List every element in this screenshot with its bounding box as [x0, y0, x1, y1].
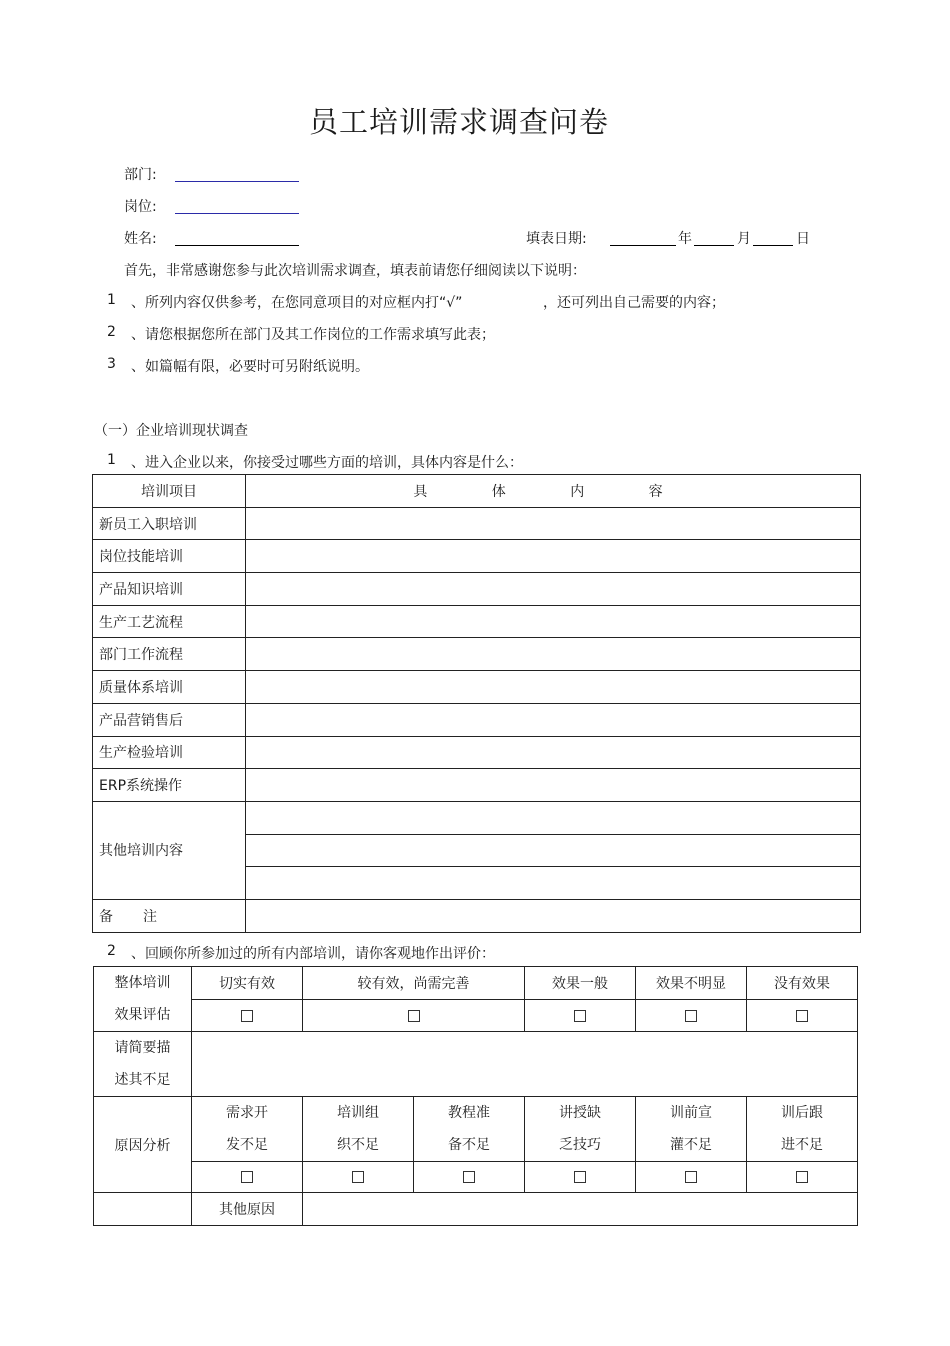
content-cell[interactable]	[246, 671, 861, 704]
note-1-number: 1	[107, 292, 116, 308]
cause-checkbox-cell	[414, 1162, 525, 1193]
describe-label	[94, 1032, 192, 1097]
other-cause-label: 其他原因	[192, 1193, 303, 1226]
option-checkbox[interactable]	[241, 1010, 253, 1022]
department-field[interactable]	[175, 181, 299, 182]
position-field[interactable]	[175, 213, 299, 214]
cause-option	[636, 1097, 747, 1162]
option-checkbox[interactable]	[408, 1010, 420, 1022]
option-checkbox[interactable]	[685, 1010, 697, 1022]
content-cell[interactable]	[246, 703, 861, 736]
option-checkbox[interactable]	[574, 1010, 586, 1022]
cause-line: 讲授缺	[559, 1105, 601, 1121]
header-content	[246, 475, 861, 508]
cause-label: 原因分析	[94, 1097, 192, 1193]
content-cell[interactable]	[246, 769, 861, 802]
option-checkbox[interactable]	[796, 1010, 808, 1022]
cause-checkbox[interactable]	[241, 1171, 253, 1183]
remark-cell[interactable]	[246, 899, 861, 932]
cause-line: 乏技巧	[559, 1137, 601, 1153]
table-row	[93, 573, 861, 606]
cause-checkbox[interactable]	[574, 1171, 586, 1183]
date-label: 填表日期:	[526, 231, 587, 247]
note-3-text: 、如篇幅有限，必要时可另附纸说明。	[131, 359, 369, 375]
option-label: 切实有效	[192, 967, 303, 1000]
note-2-text: 、请您根据您所在部门及其工作岗位的工作需求填写此表；	[131, 327, 495, 343]
header-training-item: 培训项目	[93, 475, 246, 508]
evaluation-table	[93, 966, 858, 1226]
option-label: 较有效，尚需完善	[303, 967, 525, 1000]
other-cause-row	[94, 1193, 858, 1226]
cause-checkbox[interactable]	[685, 1171, 697, 1183]
cause-option	[192, 1097, 303, 1162]
cause-checkbox-cell	[525, 1162, 636, 1193]
row-label: 岗位技能培训	[93, 540, 246, 573]
other-cause-input[interactable]	[303, 1193, 858, 1226]
table-row	[93, 801, 861, 834]
row-label: 生产工艺流程	[93, 605, 246, 638]
table-row	[93, 899, 861, 932]
cause-checkbox-cell	[747, 1162, 858, 1193]
cause-checkbox-cell	[192, 1162, 303, 1193]
cause-line: 训前宣	[670, 1105, 712, 1121]
table-row	[93, 769, 861, 802]
option-checkbox-cell	[303, 1000, 525, 1032]
cause-line: 培训组	[337, 1105, 379, 1121]
header-content-label: 具 体 内 容	[413, 483, 693, 500]
cause-option	[303, 1097, 414, 1162]
year-label: 年	[678, 231, 692, 247]
question-1-text: 、进入企业以来，你接受过哪些方面的培训，具体内容是什么：	[131, 455, 523, 471]
option-label: 效果一般	[525, 967, 636, 1000]
cause-line: 备不足	[448, 1137, 490, 1153]
section-1-heading: （一）企业培训现状调查	[94, 423, 248, 439]
overall-eval-label-line2: 效果评估	[114, 1007, 171, 1023]
month-label: 月	[737, 231, 751, 247]
cause-line: 进不足	[781, 1137, 823, 1153]
note-2-number: 2	[107, 324, 116, 340]
row-label: ERP系统操作	[93, 769, 246, 802]
cause-line: 需求开	[226, 1105, 268, 1121]
cause-line: 织不足	[337, 1137, 379, 1153]
table-header-row	[93, 475, 861, 508]
row-label: 新员工入职培训	[93, 507, 246, 540]
cause-row	[94, 1097, 858, 1162]
name-field[interactable]	[175, 245, 299, 246]
content-cell[interactable]	[246, 605, 861, 638]
table-row	[93, 540, 861, 573]
table-row	[93, 671, 861, 704]
position-label: 岗位:	[124, 199, 157, 215]
table-row	[93, 605, 861, 638]
content-cell[interactable]	[246, 573, 861, 606]
option-checkbox-cell	[747, 1000, 858, 1032]
option-checkbox-cell	[192, 1000, 303, 1032]
table-row	[93, 638, 861, 671]
month-field[interactable]	[694, 245, 734, 246]
cause-line: 训后跟	[781, 1105, 823, 1121]
page-title: 员工培训需求调查问卷	[308, 105, 609, 139]
cause-checkbox-cell	[303, 1162, 414, 1193]
cause-line: 教程准	[448, 1105, 490, 1121]
cause-option	[414, 1097, 525, 1162]
question-2-number: 2	[107, 943, 116, 959]
content-cell[interactable]	[246, 834, 861, 867]
option-checkbox-cell	[636, 1000, 747, 1032]
cause-option	[525, 1097, 636, 1162]
option-label: 效果不明显	[636, 967, 747, 1000]
content-cell[interactable]	[246, 736, 861, 769]
row-label: 产品营销售后	[93, 703, 246, 736]
remark-label	[93, 899, 246, 932]
note-1-text: 、所列内容仅供参考，在您同意项目的对应框内打“√”	[131, 295, 463, 311]
empty-cell	[94, 1193, 192, 1226]
content-cell[interactable]	[246, 507, 861, 540]
name-label: 姓名:	[124, 231, 157, 247]
day-field[interactable]	[753, 245, 793, 246]
department-label: 部门:	[124, 167, 157, 183]
table-row	[93, 507, 861, 540]
other-training-label: 其他培训内容	[93, 801, 246, 899]
overall-eval-label	[94, 967, 192, 1032]
describe-label-line2: 述其不足	[114, 1072, 171, 1088]
training-table	[92, 474, 861, 933]
remark-text: 备注	[99, 908, 187, 925]
content-cell[interactable]	[246, 867, 861, 900]
note-3-number: 3	[107, 356, 116, 372]
option-checkbox-row	[94, 1000, 858, 1032]
cause-checkbox[interactable]	[463, 1171, 475, 1183]
cause-option	[747, 1097, 858, 1162]
table-row	[93, 703, 861, 736]
cause-checkbox[interactable]	[352, 1171, 364, 1183]
overall-eval-label-line1: 整体培训	[114, 975, 171, 991]
options-row	[94, 967, 858, 1000]
day-label: 日	[796, 231, 810, 247]
cause-line: 灌不足	[670, 1137, 712, 1153]
table-row	[93, 736, 861, 769]
option-label: 没有效果	[747, 967, 858, 1000]
note-1-text-cont: ，还可列出自己需要的内容；	[543, 295, 725, 311]
cause-checkbox[interactable]	[796, 1171, 808, 1183]
row-label: 产品知识培训	[93, 573, 246, 606]
describe-label-line1: 请简要描	[114, 1040, 171, 1056]
cause-checkbox-cell	[636, 1162, 747, 1193]
intro-text: 首先，非常感谢您参与此次培训需求调查，填表前请您仔细阅读以下说明：	[124, 263, 586, 279]
cause-checkbox-row	[94, 1162, 858, 1193]
content-cell[interactable]	[246, 638, 861, 671]
describe-row	[94, 1032, 858, 1097]
year-field[interactable]	[610, 245, 676, 246]
question-2-text: 、回顾你所参加过的所有内部培训，请你客观地作出评价：	[131, 946, 495, 962]
content-cell[interactable]	[246, 540, 861, 573]
question-1-number: 1	[107, 452, 116, 468]
describe-input[interactable]	[192, 1032, 858, 1097]
content-cell[interactable]	[246, 801, 861, 834]
cause-line: 发不足	[226, 1137, 268, 1153]
row-label: 质量体系培训	[93, 671, 246, 704]
row-label: 部门工作流程	[93, 638, 246, 671]
row-label: 生产检验培训	[93, 736, 246, 769]
option-checkbox-cell	[525, 1000, 636, 1032]
